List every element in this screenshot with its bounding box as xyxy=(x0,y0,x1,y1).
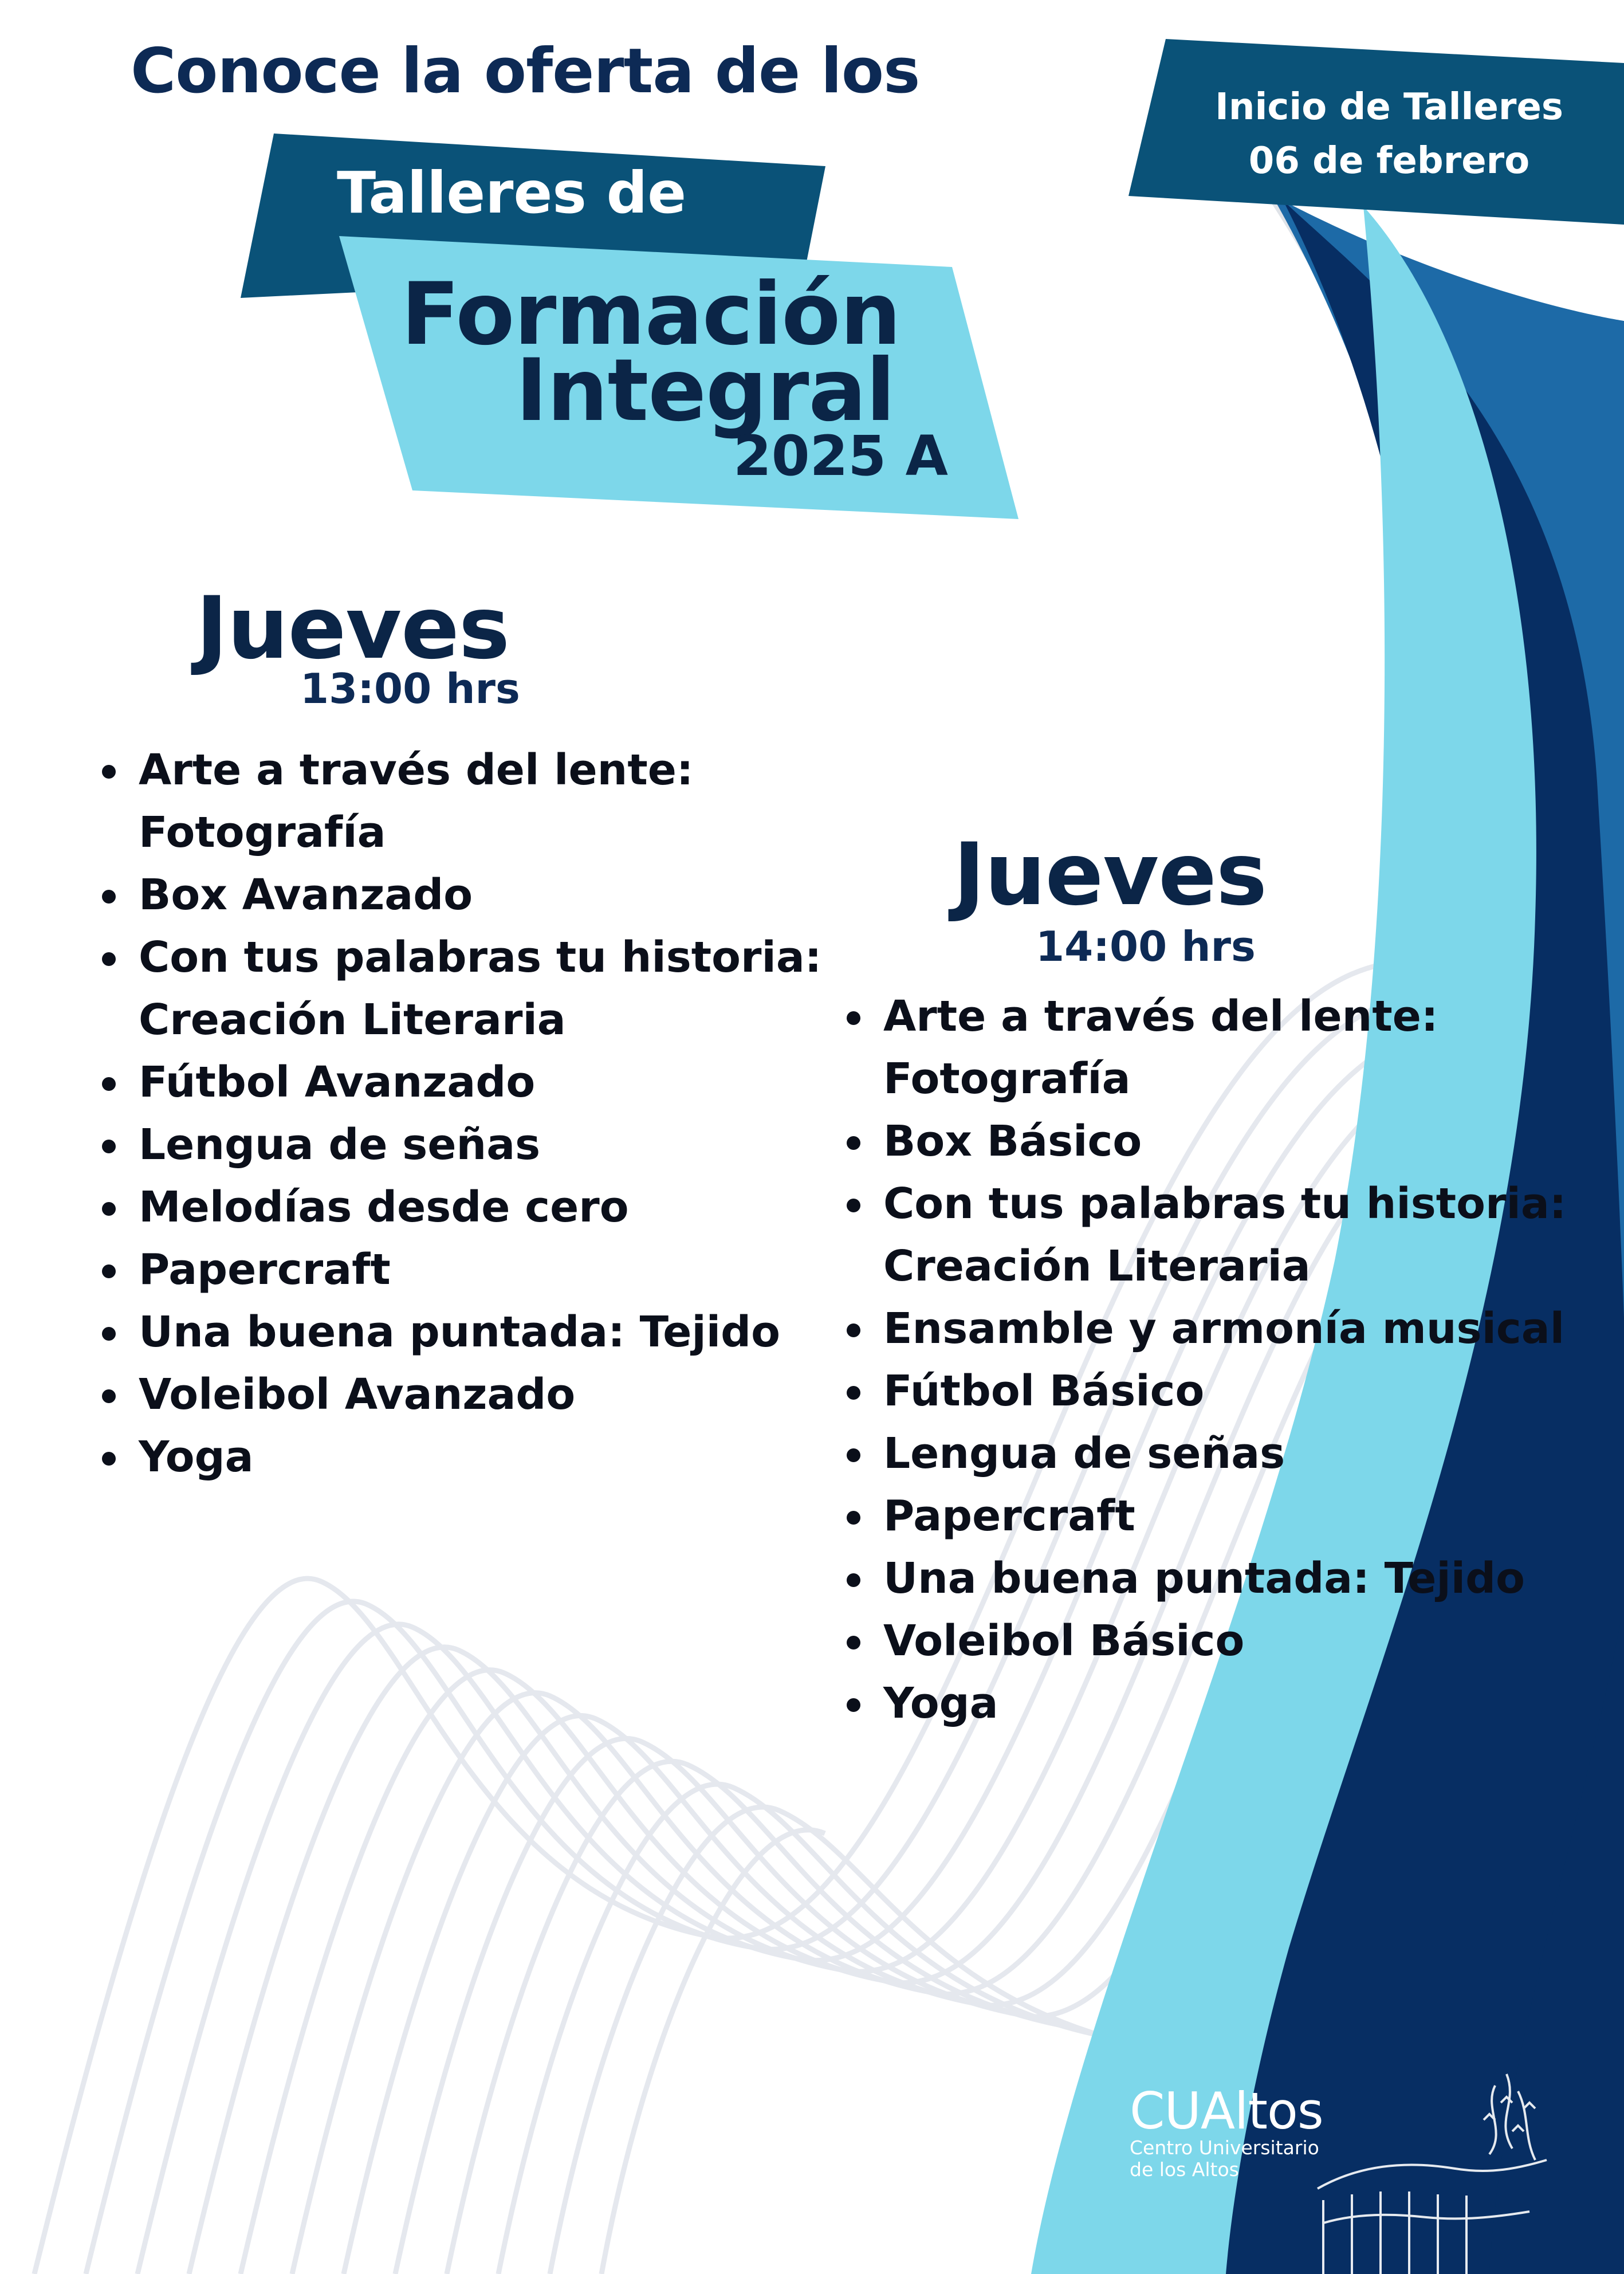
day-heading-1: Jueves xyxy=(196,579,510,678)
time-heading-1: 13:00 hrs xyxy=(300,665,520,713)
list-item: Papercraft xyxy=(842,1485,1566,1548)
logo-name: CUAltos xyxy=(1130,2081,1323,2141)
list-item: Voleibol Básico xyxy=(842,1610,1566,1672)
time-heading-2: 14:00 hrs xyxy=(1036,922,1256,971)
title-year: 2025 A xyxy=(733,424,948,488)
start-badge-line1: Inicio de Talleres xyxy=(1215,86,1563,128)
title-line2b: Integral xyxy=(516,341,895,441)
workshop-list-1 xyxy=(97,739,821,1488)
list-item: Lengua de señas xyxy=(97,1114,821,1176)
list-item: Ensamble y armonía musical xyxy=(842,1298,1566,1360)
list-item: Una buena puntada: Tejido xyxy=(842,1548,1566,1610)
list-item: Una buena puntada: Tejido xyxy=(97,1301,821,1364)
list-item: Voleibol Avanzado xyxy=(97,1364,821,1426)
title-line2a: Formación xyxy=(401,265,901,364)
list-item: Con tus palabras tu historia: Creación Literaria xyxy=(842,1173,1566,1298)
list-item: Melodías desde cero xyxy=(97,1176,821,1239)
list-item: Con tus palabras tu historia: Creación Literaria xyxy=(97,926,821,1051)
list-item: Fútbol Básico xyxy=(842,1360,1566,1423)
title-line1: Talleres de xyxy=(337,159,687,226)
intro-heading: Conoce la oferta de los xyxy=(131,36,920,107)
list-item: Fútbol Avanzado xyxy=(97,1051,821,1114)
day-heading-2: Jueves xyxy=(953,825,1267,925)
list-item: Lengua de señas xyxy=(842,1423,1566,1485)
list-item: Arte a través del lente: Fotografía xyxy=(97,739,821,864)
list-item: Box Básico xyxy=(842,1110,1566,1173)
list-item: Box Avanzado xyxy=(97,864,821,926)
start-badge-line2: 06 de febrero xyxy=(1248,140,1530,182)
list-item: Papercraft xyxy=(97,1239,821,1301)
list-item: Yoga xyxy=(97,1426,821,1488)
start-badge xyxy=(1169,80,1610,188)
logo-subtitle-1: Centro Universitario xyxy=(1130,2136,1319,2159)
cualtos-logo xyxy=(1130,2081,1323,2181)
campus-building-icon xyxy=(1312,2051,1552,2274)
list-item: Yoga xyxy=(842,1672,1566,1735)
workshop-list-2 xyxy=(842,985,1566,1735)
logo-subtitle-2: de los Altos xyxy=(1130,2158,1239,2181)
list-item: Arte a través del lente: Fotografía xyxy=(842,985,1566,1110)
